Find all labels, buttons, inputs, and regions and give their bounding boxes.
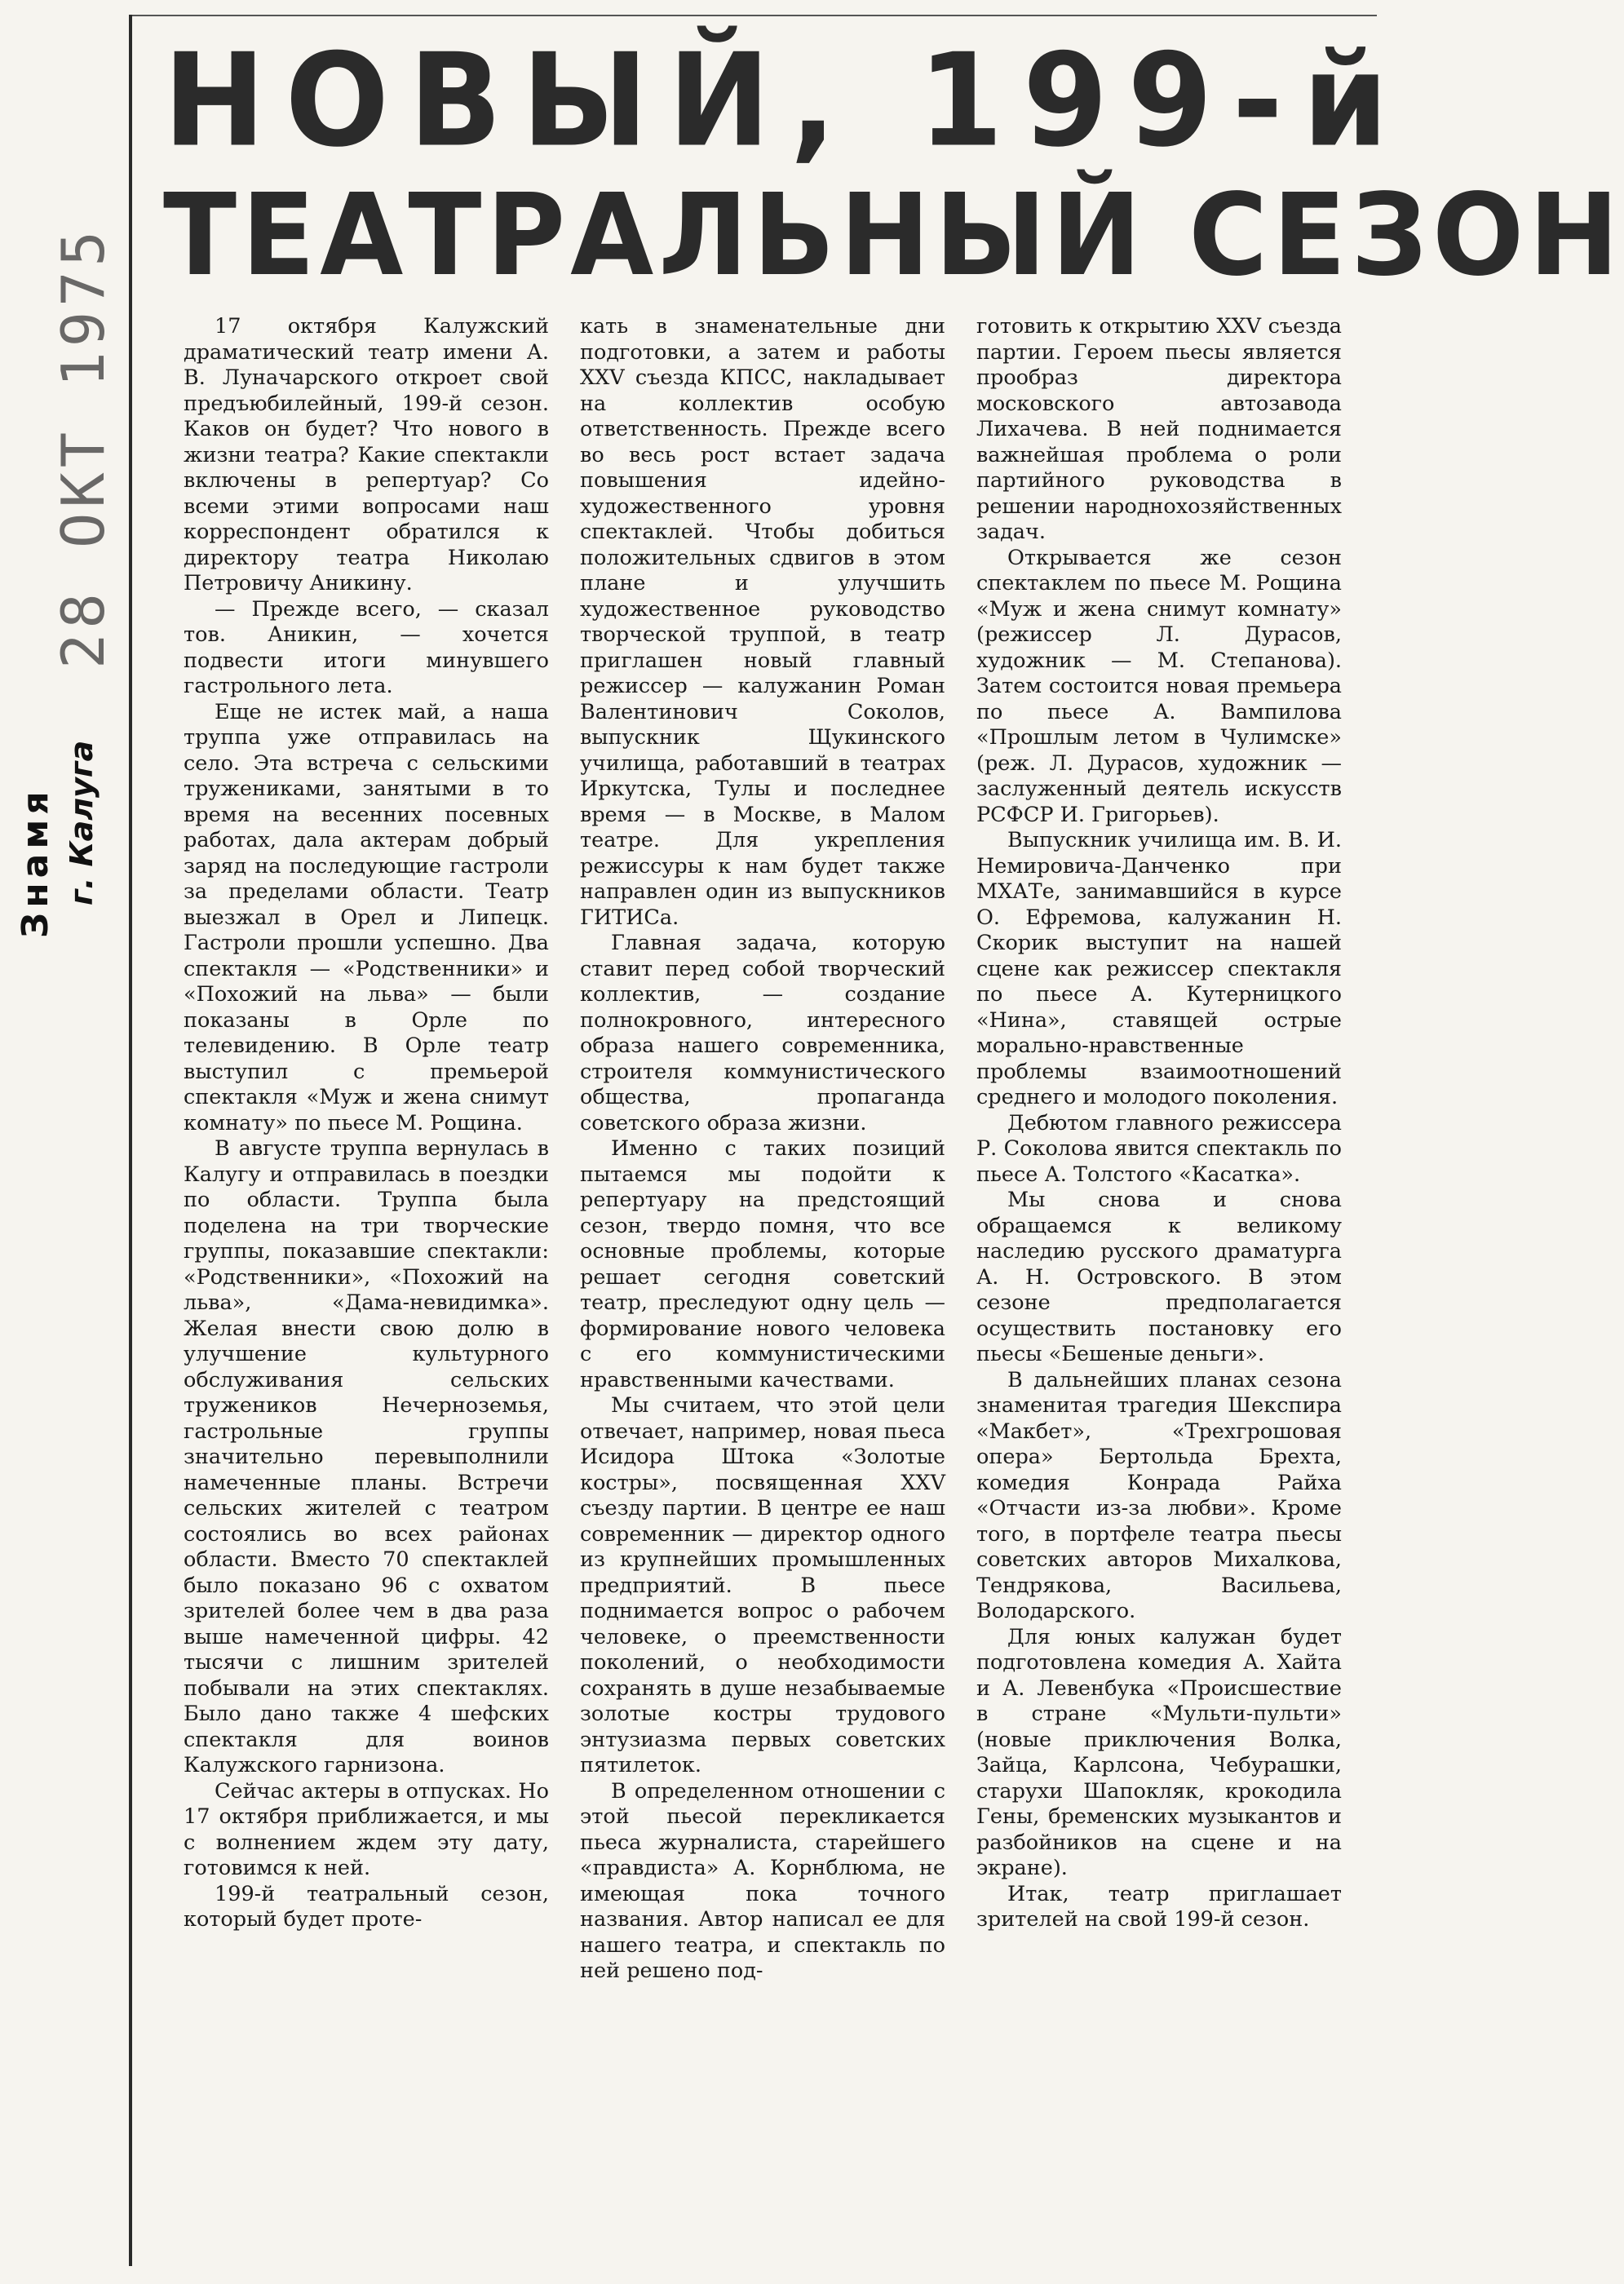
paragraph: Мы считаем, что этой цели отвечает, например, новая пьеса Исидора Штока «Золотые костры», посвященная XXV съезду партии. В центре ее наш современник — директор одного из крупнейших промышленных предприятий. В пьесе поднимается вопрос о рабочем человеке, о преемственности поколений, о необходимости сохранять в душе незабываемые золотые костры трудового энтузиазма первых советских пятилеток.: [580, 1393, 945, 1777]
headline-line-1: НОВЫЙ, 199-й: [163, 26, 1409, 176]
paragraph: 199-й театральный сезон, который будет проте-: [184, 1881, 549, 1932]
paragraph: кать в знаменательные дни подготовки, а затем и работы XXV съезда КПСС, накладывает на коллектив особую ответственность. Прежде всего во весь рост встает задача повышения идейно-художественного уровня спектаклей. Чтобы добиться положительных сдвигов в этом плане и улучшить художественное руководство творческой труппой, в театр приглашен новый главный режиссер — калужанин Роман Валентинович Соколов, выпускник Щукинского училища, работавший в театрах Иркутска, Тулы и последнее время — в Москве, в Малом театре. Для укрепления режиссуры к нам будет также направлен один из выпускников ГИТИСа.: [580, 314, 945, 930]
article-column-1: [184, 314, 549, 2247]
paragraph: Открывается же сезон спектаклем по пьесе М. Рощина «Муж и жена снимут комнату» (режиссер Л. Дурасов, художник — М. Степанова). Затем состоится новая премьера по пьесе А. Вампилова «Прошлым летом в Чулимске» (реж. Л. Дурасов, художник — заслуженный деятель искусств РСФСР И. Григорьев).: [976, 545, 1342, 827]
paragraph: В августе труппа вернулась в Калугу и отправилась в поездки по области. Труппа была поделена на три творческие группы, показавшие спектакли: «Родственники», «Похожий на льва», «Дама-невидимка». Желая внести свою долю в улучшение культурного обслуживания сельских тружеников Нечерноземья, гастрольные группы значительно перевыполнили намеченные планы. Встречи сельских жителей с театром состоялись во всех районах области. Вместо 70 спектаклей было показано 96 с охватом зрителей более чем в два раза выше намеченной цифры. 42 тысячи с лишним зрителей побывали на этих спектаклях. Было дано также 4 шефских спектакля для воинов Калужского гарнизона.: [184, 1136, 549, 1777]
paragraph: 17 октября Калужский драматический театр имени А. В. Луначарского откроет свой предъюбилейный, 199-й сезон. Каков он будет? Что нового в жизни театра? Какие спектакли включены в репертуар? Со всеми этими вопросами наш корреспондент обратился к директору театра Николаю Петровичу Аникину.: [184, 314, 549, 595]
paragraph: Выпускник училища им. В. И. Немировича-Данченко при МХАТе, занимавшийся в курсе О. Ефремова, калужанин Н. Скорик выступит на нашей сцене как режиссер спектакля по пьесе А. Кутерницкого «Нина», ставящей острые морально-нравственные проблемы взаимоотношений среднего и молодого поколения.: [976, 828, 1342, 1109]
paragraph: Итак, театр приглашает зрителей на свой 199-й сезон.: [976, 1881, 1342, 1932]
article-column-3: [976, 314, 1342, 2247]
article-column-2: [580, 314, 945, 2247]
paragraph: Дебютом главного режиссера Р. Соколова явится спектакль по пьесе А. Толстого «Касатка».: [976, 1110, 1342, 1187]
clipping-left-edge: [129, 15, 132, 2266]
newspaper-city: г. Калуга: [64, 740, 100, 905]
paragraph: Для юных калужан будет подготовлена комедия А. Хайта и А. Левенбука «Происшествие в стране «Мульти-пульти» (новые приключения Волка, Зайца, Карлсона, Чебурашки, старухи Шапокляк, крокодила Гены, бременских музыкантов и разбойников на сцене и на экране).: [976, 1624, 1342, 1880]
article-headline: [163, 26, 1624, 302]
newspaper-name: Знамя: [15, 786, 56, 938]
date-stamp: 28 ОКТ 1975: [49, 226, 117, 669]
paragraph: — Прежде всего, — сказал тов. Аникин, — хочется подвести итоги минувшего гастрольного лета.: [184, 596, 549, 698]
paragraph: готовить к открытию XXV съезда партии. Героем пьесы является прообраз директора московского автозавода Лихачева. В ней поднимается важнейшая проблема о роли партийного руководства в решении народнохозяйственных задач.: [976, 314, 1342, 544]
paragraph: В дальнейших планах сезона знаменитая трагедия Шекспира «Макбет», «Трехгрошовая опера» Бертольда Брехта, комедия Конрада Райха «Отчасти из-за любви». Кроме того, в портфеле театра пьесы советских авторов Михалкова, Тендрякова, Васильева, Володарского.: [976, 1367, 1342, 1623]
clipping-top-edge: [129, 15, 1377, 16]
paragraph: Сейчас актеры в отпусках. Но 17 октября приближается, и мы с волнением ждем эту дату, готовимся к ней.: [184, 1778, 549, 1880]
paragraph: В определенном отношении с этой пьесой перекликается пьеса журналиста, старейшего «правдиста» А. Корнблюма, не имеющая пока точного названия. Автор написал ее для нашего театра, и спектакль по ней решено под-: [580, 1778, 945, 1983]
headline-line-2: ТЕАТРАЛЬНЫЙ СЕЗОН: [163, 169, 1624, 302]
paragraph: Именно с таких позиций пытаемся мы подойти к репертуару на предстоящий сезон, твердо помня, что все основные проблемы, которые решает сегодня советский театр, преследуют одну цель — формирование нового человека с его коммунистическими нравственными качествами.: [580, 1136, 945, 1392]
paragraph: Еще не истек май, а наша труппа уже отправилась на село. Эта встреча с сельскими тружениками, занятыми в то время на весенних посевных работах, дала актерам добрый заряд на последующие гастроли за пределами области. Театр выезжал в Орел и Липецк. Гастроли прошли успешно. Два спектакля — «Родственники» и «Похожий на льва» — были показаны в Орле по телевидению. В Орле театр выступил с премьерой спектакля «Муж и жена снимут комнату» по пьесе М. Рощина.: [184, 699, 549, 1135]
paragraph: Мы снова и снова обращаемся к великому наследию русского драматурга А. Н. Островского. В этом сезоне предполагается осуществить постановку его пьесы «Бешеные деньги».: [976, 1188, 1342, 1366]
paragraph: Главная задача, которую ставит перед собой творческий коллектив, — создание полнокровного, интересного образа нашего современника, строителя коммунистического общества, пропаганда советского образа жизни.: [580, 931, 945, 1135]
article-body: [184, 314, 1342, 2247]
